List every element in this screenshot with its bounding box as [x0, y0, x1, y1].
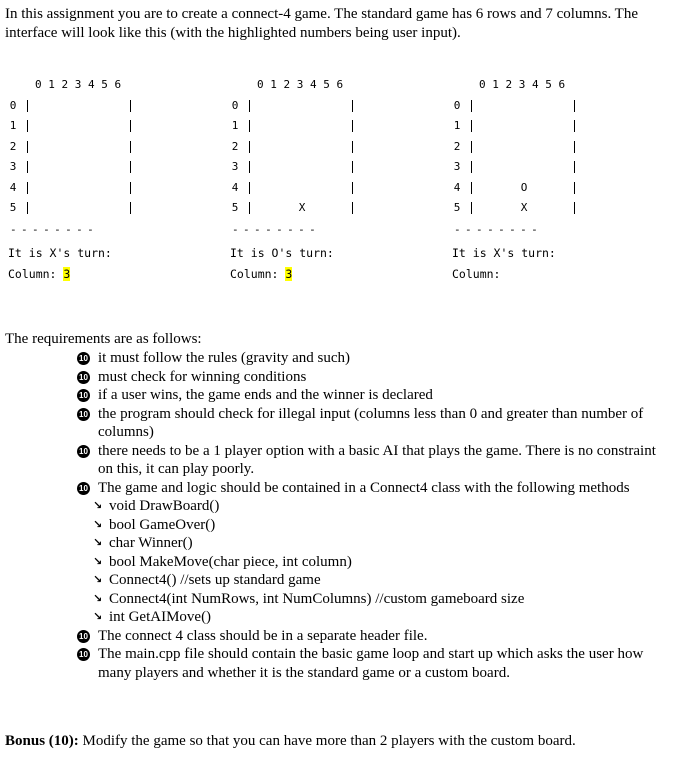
board-left-edge — [249, 100, 250, 112]
bonus-text: Modify the game so that you can have more than 2 players with the custom board. — [78, 733, 576, 749]
board-left-edge — [471, 182, 472, 194]
board-piece: X — [298, 201, 306, 214]
board-left-edge — [471, 141, 472, 153]
board-left-edge — [471, 120, 472, 132]
column-prompt-label: Column: — [8, 267, 57, 281]
board-right-edge — [130, 100, 131, 112]
method-signature: Connect4(int NumRows, int NumColumns) //custom gameboard size — [109, 590, 525, 607]
intro-paragraph: In this assignment you are to create a connect-4 game. The standard game has 6 rows and 7 columns. The interface will look like this (with the highlighted numbers being user input). — [5, 6, 639, 41]
row-label: 0 — [453, 99, 461, 112]
board-bottom-border: -------- — [232, 223, 321, 236]
row-label: 1 — [453, 119, 461, 132]
board-right-edge — [352, 182, 353, 194]
method-signature: Connect4() //sets up standard game — [109, 572, 321, 588]
numbered-circle-icon: 10 — [77, 482, 90, 495]
bonus-line — [5, 733, 576, 750]
board-left-edge — [249, 182, 250, 194]
row-label: 3 — [231, 160, 239, 173]
requirement-text: if a user wins, the game ends and the winner is declared — [98, 387, 433, 403]
board-bottom-border: -------- — [10, 223, 99, 236]
game-board-example-3 — [450, 76, 650, 288]
row-label: 5 — [453, 201, 461, 214]
game-board-example-2 — [228, 76, 428, 288]
requirement-text: The connect 4 class should be in a separate header file. — [98, 627, 428, 644]
requirement-text: there needs to be a 1 player option with a basic AI that plays the game. There is no constraint on this, it can play poorly. — [98, 442, 656, 477]
column-prompt-line — [8, 267, 70, 281]
user-input-highlight: 3 — [63, 267, 71, 281]
board-piece: X — [520, 201, 528, 214]
board-left-edge — [27, 202, 28, 214]
column-header: 0 1 2 3 4 5 6 — [479, 78, 566, 91]
bonus-label: Bonus (10): — [5, 733, 79, 749]
column-header: 0 1 2 3 4 5 6 — [257, 78, 344, 91]
requirements-list — [77, 349, 672, 682]
board-right-edge — [574, 202, 575, 214]
board-right-edge — [352, 202, 353, 214]
board-right-edge — [574, 100, 575, 112]
column-prompt-line — [452, 267, 500, 281]
requirement-text: The game and logic should be contained in a Connect4 class with the following methods — [98, 479, 630, 496]
requirement-item — [77, 442, 672, 479]
board-left-edge — [249, 161, 250, 173]
requirement-item — [77, 405, 672, 442]
column-header: 0 1 2 3 4 5 6 — [35, 78, 122, 91]
method-item — [93, 497, 672, 516]
numbered-circle-icon: 10 — [77, 630, 90, 643]
row-label: 0 — [231, 99, 239, 112]
requirement-item — [77, 645, 672, 682]
arrow-bullet-icon: ↘ — [93, 517, 103, 531]
method-item — [93, 553, 672, 572]
numbered-circle-icon: 10 — [77, 445, 90, 458]
arrow-bullet-icon: ↘ — [93, 536, 103, 549]
row-label: 4 — [9, 181, 17, 194]
row-label: 1 — [231, 119, 239, 132]
requirement-text: must check for winning conditions — [98, 368, 307, 385]
method-signature: bool GameOver() — [109, 516, 216, 533]
row-label: 2 — [453, 140, 461, 153]
board-right-edge — [130, 182, 131, 194]
requirement-item — [77, 386, 672, 405]
board-right-edge — [574, 141, 575, 153]
turn-prompt: It is O's turn: — [230, 246, 334, 260]
method-item — [93, 516, 672, 535]
board-right-edge — [352, 161, 353, 173]
game-board-example-1 — [6, 76, 206, 288]
arrow-bullet-icon: ↘ — [93, 499, 103, 512]
row-label: 3 — [453, 160, 461, 173]
board-left-edge — [27, 182, 28, 194]
method-signature: char Winner() — [109, 535, 193, 551]
requirement-text: the program should check for illegal input (columns less than 0 and greater than number of columns) — [98, 405, 644, 440]
board-right-edge — [352, 100, 353, 112]
board-left-edge — [27, 141, 28, 153]
method-item — [93, 571, 672, 590]
row-label: 2 — [9, 140, 17, 153]
requirement-item — [77, 479, 672, 498]
requirement-item — [77, 349, 672, 368]
row-label: 0 — [9, 99, 17, 112]
board-right-edge — [574, 120, 575, 132]
board-right-edge — [130, 202, 131, 214]
row-label: 5 — [9, 201, 17, 214]
board-left-edge — [249, 202, 250, 214]
requirements-title: The requirements are as follows: — [5, 331, 202, 347]
board-left-edge — [249, 141, 250, 153]
turn-prompt: It is X's turn: — [452, 246, 556, 260]
requirement-text: it must follow the rules (gravity and such) — [98, 350, 351, 366]
user-input-highlight: 3 — [285, 267, 293, 281]
board-left-edge — [27, 120, 28, 132]
numbered-circle-icon: 10 — [77, 352, 90, 365]
row-label: 4 — [231, 181, 239, 194]
numbered-circle-icon: 10 — [77, 408, 90, 421]
requirement-text: The main.cpp file should contain the basic game loop and start up which asks the user how many players and whether it is the standard game or a custom board. — [98, 646, 644, 681]
board-piece: O — [520, 181, 528, 194]
turn-prompt: It is X's turn: — [8, 246, 112, 260]
row-label: 5 — [231, 201, 239, 214]
numbered-circle-icon: 10 — [77, 648, 90, 661]
arrow-bullet-icon: ↘ — [93, 591, 103, 605]
row-label: 2 — [231, 140, 239, 153]
requirement-item — [77, 368, 672, 387]
board-right-edge — [130, 141, 131, 153]
row-label: 1 — [9, 119, 17, 132]
board-bottom-border: -------- — [454, 223, 543, 236]
board-right-edge — [574, 161, 575, 173]
board-right-edge — [352, 120, 353, 132]
arrow-bullet-icon: ↘ — [93, 610, 103, 623]
board-right-edge — [130, 120, 131, 132]
row-label: 4 — [453, 181, 461, 194]
numbered-circle-icon: 10 — [77, 389, 90, 402]
board-right-edge — [130, 161, 131, 173]
method-item — [93, 590, 672, 609]
column-prompt-label: Column: — [230, 267, 279, 281]
board-left-edge — [249, 120, 250, 132]
numbered-circle-icon: 10 — [77, 371, 90, 384]
arrow-bullet-icon: ↘ — [93, 573, 103, 586]
method-signature: bool MakeMove(char piece, int column) — [109, 553, 352, 570]
board-right-edge — [352, 141, 353, 153]
board-left-edge — [471, 100, 472, 112]
method-signature: int GetAIMove() — [109, 609, 212, 625]
board-left-edge — [27, 161, 28, 173]
column-prompt-line — [230, 267, 292, 281]
method-item — [93, 534, 672, 553]
method-item — [93, 608, 672, 627]
method-list — [77, 497, 672, 627]
method-signature: void DrawBoard() — [109, 498, 220, 514]
row-label: 3 — [9, 160, 17, 173]
requirement-item — [77, 627, 672, 646]
board-left-edge — [471, 202, 472, 214]
arrow-bullet-icon: ↘ — [93, 554, 103, 568]
board-left-edge — [27, 100, 28, 112]
board-left-edge — [471, 161, 472, 173]
column-prompt-label: Column: — [452, 267, 501, 281]
board-right-edge — [574, 182, 575, 194]
